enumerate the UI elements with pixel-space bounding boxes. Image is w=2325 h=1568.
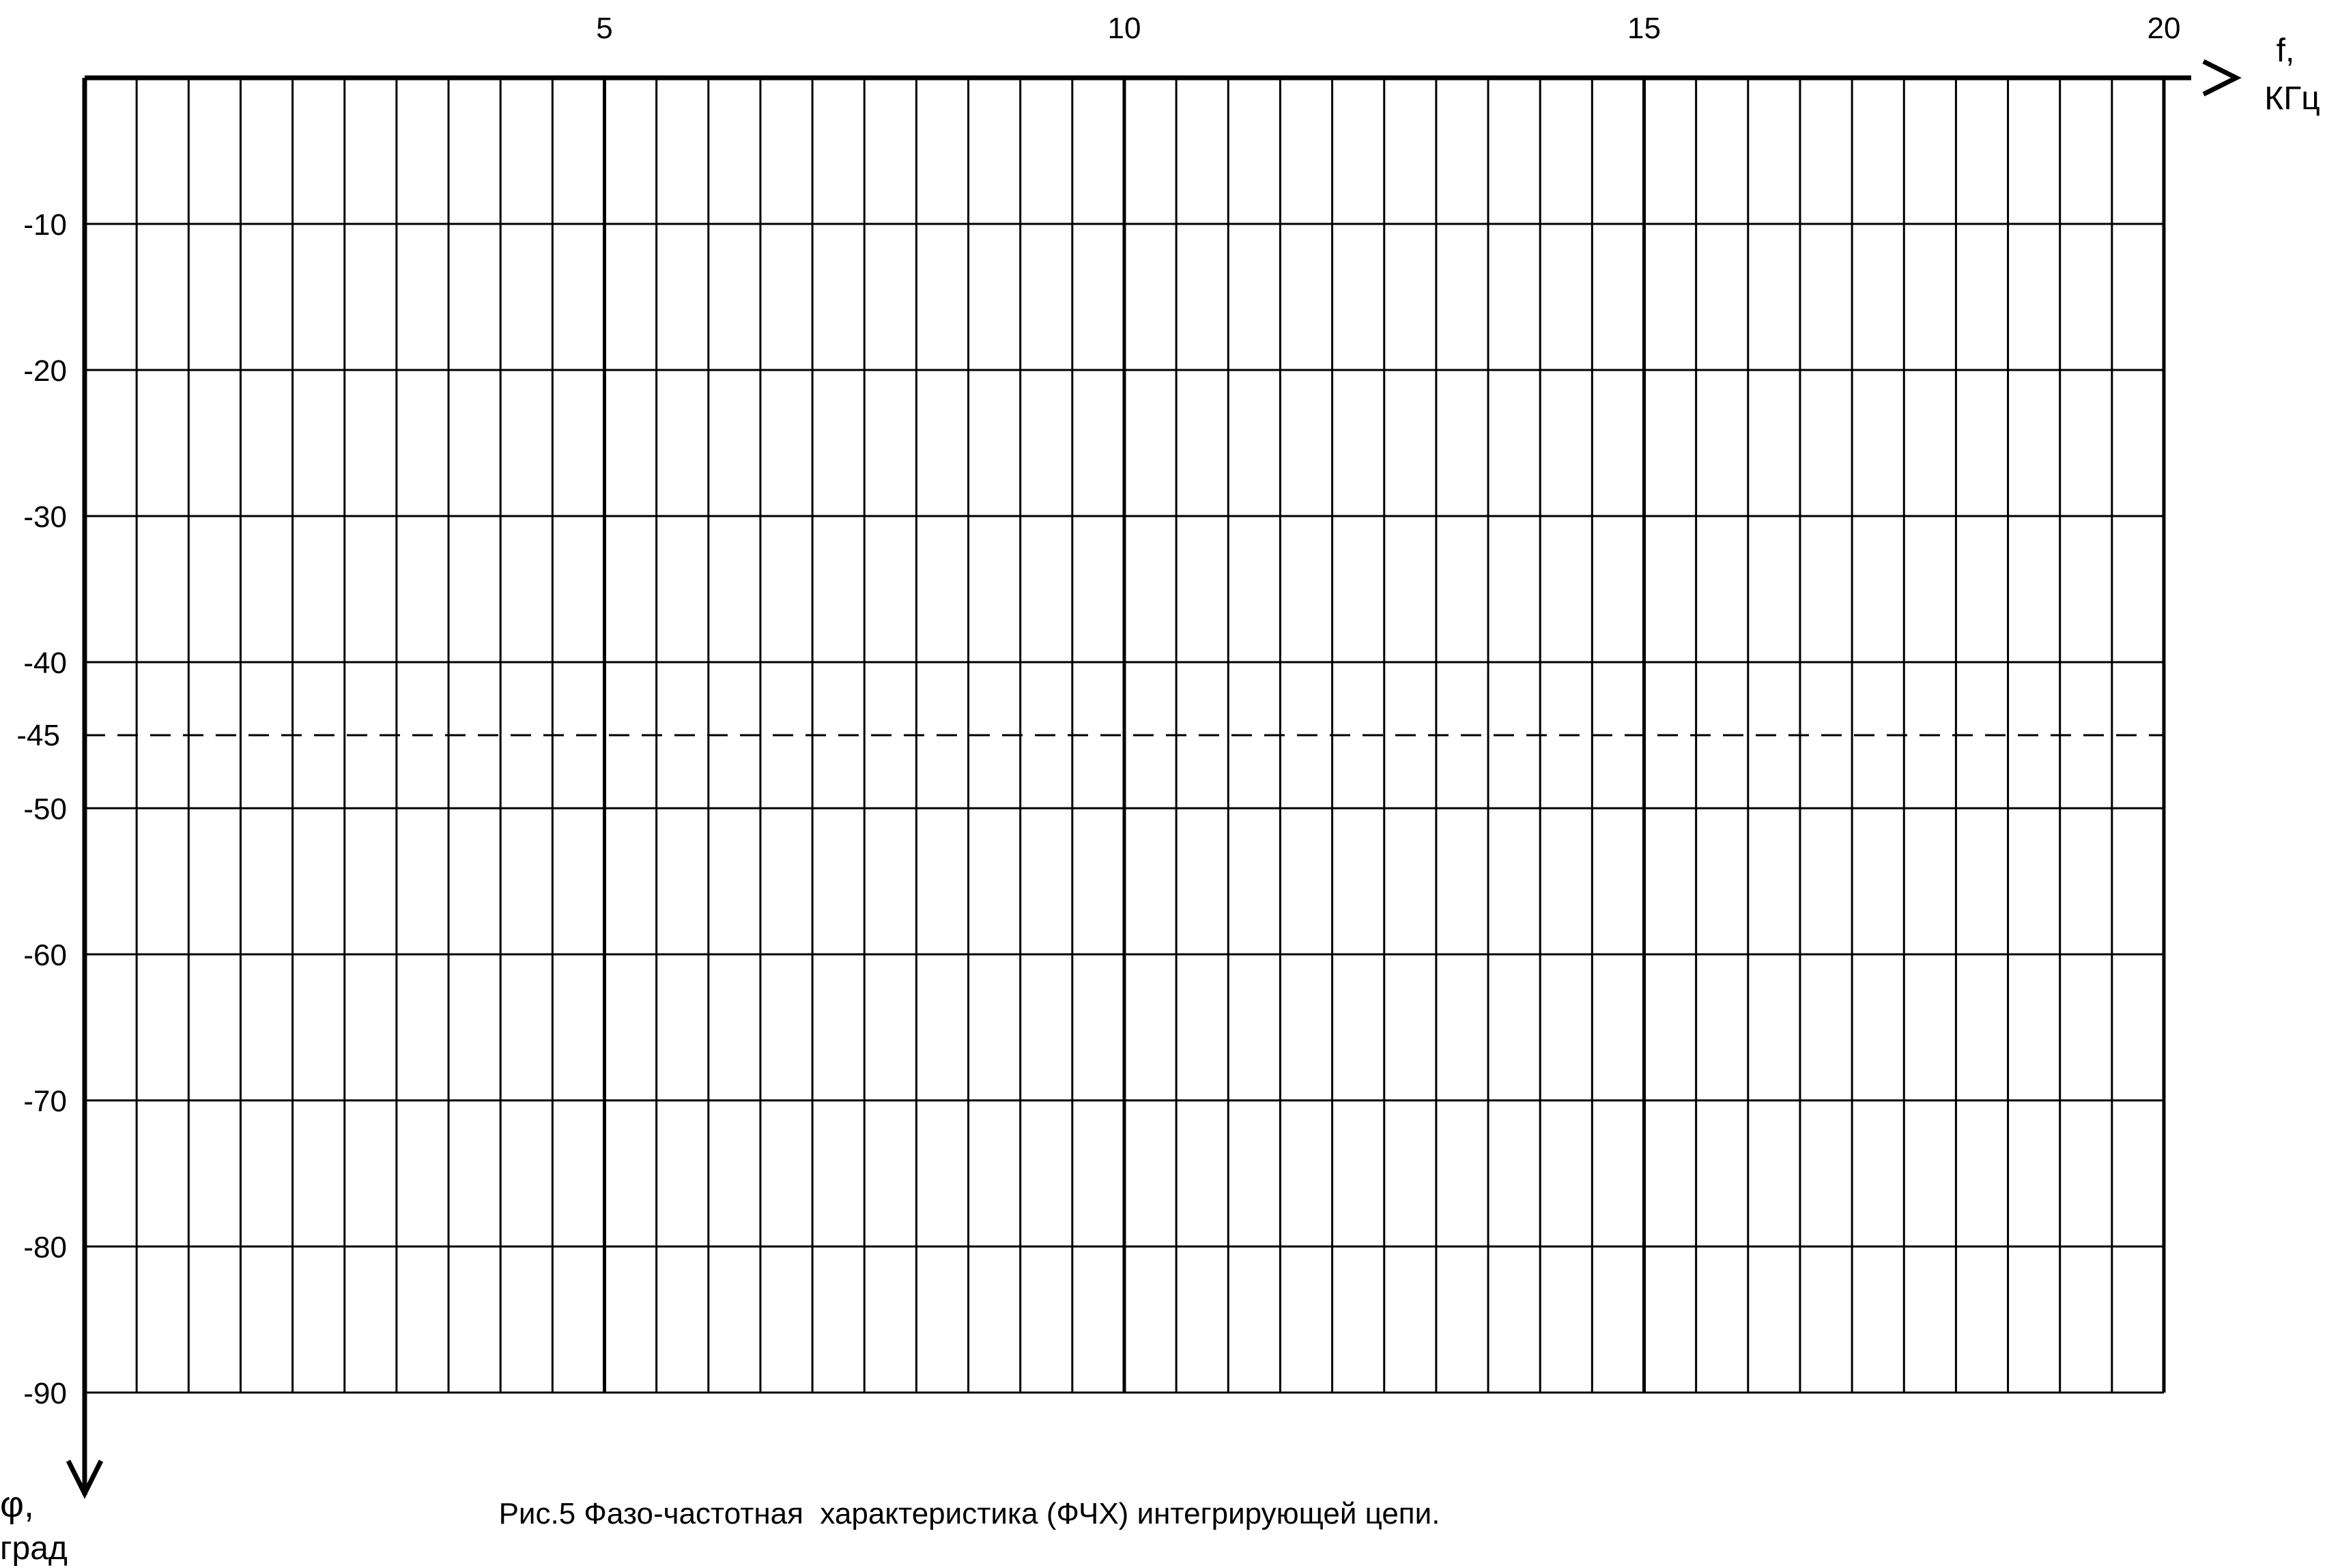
x-axis-label-line1: f,	[2276, 33, 2295, 69]
reference-labels	[16, 719, 60, 752]
y-tick-label: -40	[23, 646, 67, 680]
x-tick-label: 15	[1627, 12, 1661, 45]
x-axis-arrow-icon	[2203, 61, 2236, 94]
y-tick-label: -70	[23, 1085, 67, 1118]
y-tick-label: -80	[23, 1231, 67, 1264]
y-tick-label: -20	[23, 354, 67, 388]
x-tick-label: 20	[2147, 12, 2181, 45]
x-axis-label-line2: КГц	[2264, 81, 2320, 117]
y-tick-label: -60	[23, 939, 67, 972]
x-tick-labels	[596, 12, 2180, 45]
y-tick-label: -50	[23, 793, 67, 826]
y-axis-label-line2: град	[0, 1530, 68, 1567]
x-tick-label: 10	[1107, 12, 1141, 45]
axes	[68, 61, 2236, 1495]
y-tick-label: -30	[23, 500, 67, 534]
reference-line-label: -45	[16, 719, 60, 752]
y-tick-label: -10	[23, 208, 67, 242]
y-tick-label: -90	[23, 1377, 67, 1410]
x-tick-label: 5	[596, 12, 613, 45]
y-axis-label-line1: φ,	[0, 1484, 35, 1525]
y-tick-labels	[23, 208, 67, 1410]
figure-caption: Рис.5 Фазо-частотная характеристика (ФЧХ) интегрирующей цепи.	[498, 1497, 1440, 1530]
